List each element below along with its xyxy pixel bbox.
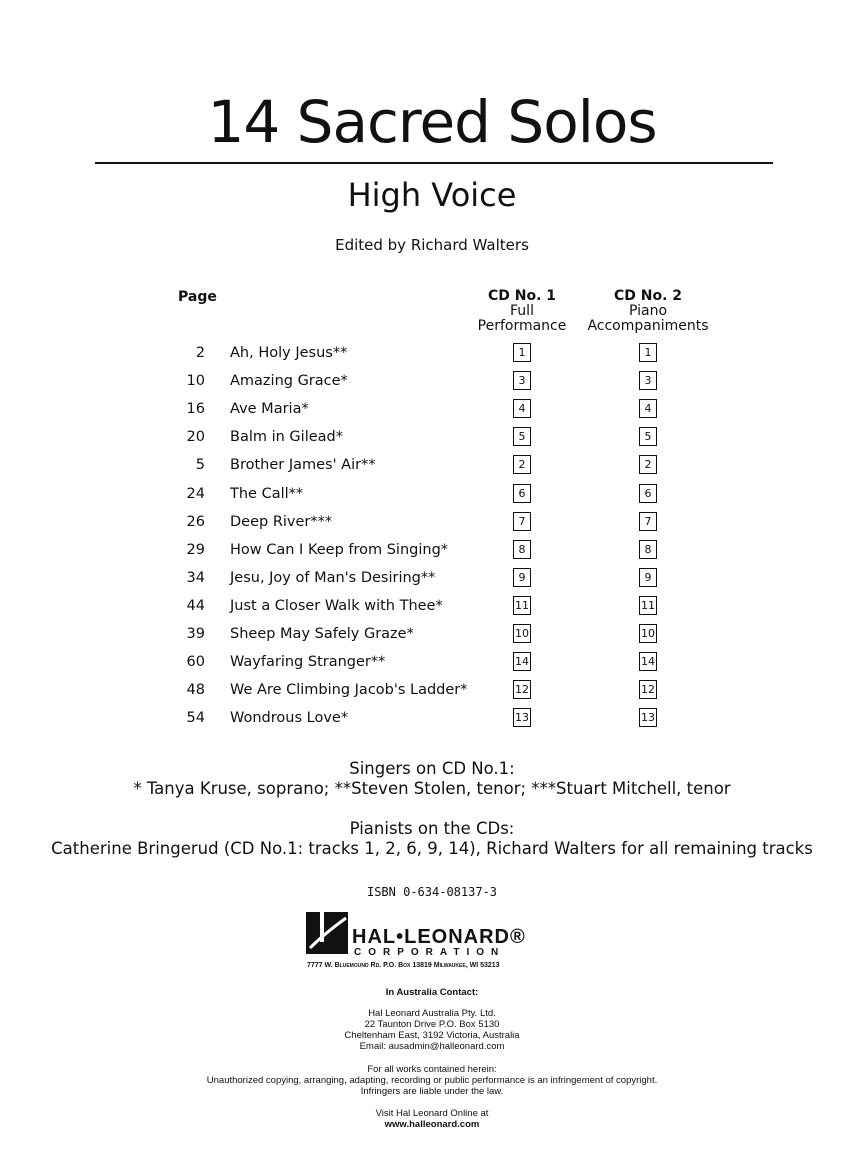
- cd2-title: CD No. 2: [613, 288, 683, 304]
- song-page: 48: [186, 682, 205, 699]
- song-row: [0, 626, 864, 650]
- subtitle: High Voice: [347, 176, 517, 214]
- cd1-track-box: 11: [513, 596, 531, 615]
- cd2-track-box: 9: [639, 568, 657, 587]
- song-title: Jesu, Joy of Man's Desiring**: [230, 569, 436, 586]
- song-title: Amazing Grace*: [230, 373, 348, 390]
- song-page: 5: [195, 457, 205, 474]
- song-row: [0, 486, 864, 510]
- cd1-track-box: 14: [513, 652, 531, 671]
- cd2-sub1: Piano: [628, 303, 668, 319]
- editor-credit: Edited by Richard Walters: [335, 236, 529, 254]
- cd2-track-box: 6: [639, 484, 657, 503]
- song-row: [0, 682, 864, 706]
- song-page: 34: [186, 569, 205, 586]
- song-title: Sheep May Safely Graze*: [230, 626, 414, 642]
- cd1-track-box: 5: [513, 427, 531, 446]
- cd2-track-box: 2: [639, 455, 657, 474]
- cd1-track-box: 8: [513, 540, 531, 559]
- page-header: Page: [178, 289, 217, 305]
- pianists-heading: Pianists on the CDs:: [349, 819, 515, 838]
- australia-line: 22 Taunton Drive P.O. Box 5130: [364, 1019, 500, 1030]
- cd1-track-box: 7: [513, 512, 531, 531]
- song-page: 60: [186, 654, 205, 671]
- cd1-track-box: 12: [513, 680, 531, 699]
- australia-email: Email: ausadmin@halleonard.com: [359, 1041, 505, 1052]
- cd2-header: [578, 289, 718, 334]
- song-row: [0, 345, 864, 369]
- isbn: ISBN 0-634-08137-3: [366, 885, 498, 899]
- pianists: Catherine Bringerud (CD No.1: tracks 1, 2, 6, 9, 14), Richard Walters for all remaining tracks: [51, 839, 813, 858]
- cd2-track-box: 7: [639, 512, 657, 531]
- song-row: [0, 570, 864, 594]
- title-rule: [95, 162, 773, 164]
- cd2-track-box: 14: [639, 652, 657, 671]
- song-row: [0, 598, 864, 622]
- song-title: Wondrous Love*: [230, 710, 349, 727]
- logo-sub: CORPORATION: [354, 947, 506, 958]
- song-row: [0, 429, 864, 453]
- song-title: Ave Maria*: [230, 401, 309, 418]
- song-page: 54: [186, 710, 205, 727]
- song-page: 44: [186, 597, 205, 614]
- song-page: 2: [195, 345, 205, 361]
- cd2-track-box: 1: [639, 343, 657, 362]
- cd1-title: CD No. 1: [487, 288, 557, 304]
- song-row: [0, 373, 864, 397]
- website-link[interactable]: www.halleonard.com: [384, 1119, 480, 1130]
- cd1-track-box: 2: [513, 455, 531, 474]
- australia-heading: In Australia Contact:: [385, 987, 479, 998]
- cd2-track-box: 3: [639, 371, 657, 390]
- cd2-track-box: 8: [639, 540, 657, 559]
- song-page: 24: [186, 485, 205, 502]
- song-title: We Are Climbing Jacob's Ladder*: [230, 682, 468, 699]
- cd1-track-box: 6: [513, 484, 531, 503]
- logo-name: HAL•LEONARD®: [352, 926, 526, 948]
- singers: * Tanya Kruse, soprano; **Steven Stolen, tenor; ***Stuart Mitchell, tenor: [133, 779, 731, 798]
- copyright-line: Infringers are liable under the law.: [360, 1086, 504, 1097]
- cd1-track-box: 1: [513, 343, 531, 362]
- cd1-header: [462, 289, 582, 334]
- cd1-track-box: 9: [513, 568, 531, 587]
- book-title: 14 Sacred Solos: [207, 88, 657, 156]
- cd1-track-box: 10: [513, 624, 531, 643]
- hal-leonard-logo-icon: [306, 912, 348, 954]
- cd2-track-box: 12: [639, 680, 657, 699]
- cd2-track-box: 4: [639, 399, 657, 418]
- song-page: 10: [186, 373, 205, 390]
- australia-line: Hal Leonard Australia Pty. Ltd.: [368, 1008, 496, 1019]
- song-row: [0, 654, 864, 678]
- song-title: Deep River***: [230, 513, 333, 530]
- song-row: [0, 710, 864, 734]
- cd2-track-box: 10: [639, 624, 657, 643]
- song-page: 20: [186, 429, 205, 446]
- song-title: Wayfaring Stranger**: [230, 654, 386, 671]
- singers-heading: Singers on CD No.1:: [349, 759, 515, 778]
- cd1-track-box: 13: [513, 708, 531, 727]
- visit-text: Visit Hal Leonard Online at: [375, 1108, 489, 1119]
- cd1-sub2: Performance: [477, 318, 567, 334]
- copyright-line: For all works contained herein:: [367, 1064, 497, 1075]
- song-page: 26: [186, 513, 205, 530]
- cd2-track-box: 13: [639, 708, 657, 727]
- song-page: 29: [186, 541, 205, 558]
- song-page: 16: [186, 401, 205, 418]
- song-title: Brother James' Air**: [230, 457, 376, 474]
- song-page: 39: [186, 626, 205, 642]
- cd2-track-box: 11: [639, 596, 657, 615]
- song-title: Just a Closer Walk with Thee*: [230, 597, 443, 614]
- cd1-sub1: Full: [510, 303, 534, 319]
- song-row: [0, 401, 864, 425]
- publisher-address: 7777 W. Bluemound Rd. P.O. Box 13819 Milwaukee, WI 53213: [307, 962, 500, 969]
- song-title: Ah, Holy Jesus**: [230, 345, 348, 361]
- cd2-track-box: 5: [639, 427, 657, 446]
- copyright-line: Unauthorized copying, arranging, adapting, recording or public performance is an infringement of copyright.: [206, 1075, 658, 1086]
- song-row: [0, 514, 864, 538]
- australia-line: Cheltenham East, 3192 Victoria, Australia: [344, 1030, 520, 1041]
- cd1-track-box: 3: [513, 371, 531, 390]
- song-title: How Can I Keep from Singing*: [230, 541, 449, 558]
- song-title: The Call**: [230, 485, 304, 502]
- song-row: [0, 542, 864, 566]
- song-row: [0, 457, 864, 481]
- cd2-sub2: Accompaniments: [587, 318, 709, 334]
- song-title: Balm in Gilead*: [230, 429, 343, 446]
- cd1-track-box: 4: [513, 399, 531, 418]
